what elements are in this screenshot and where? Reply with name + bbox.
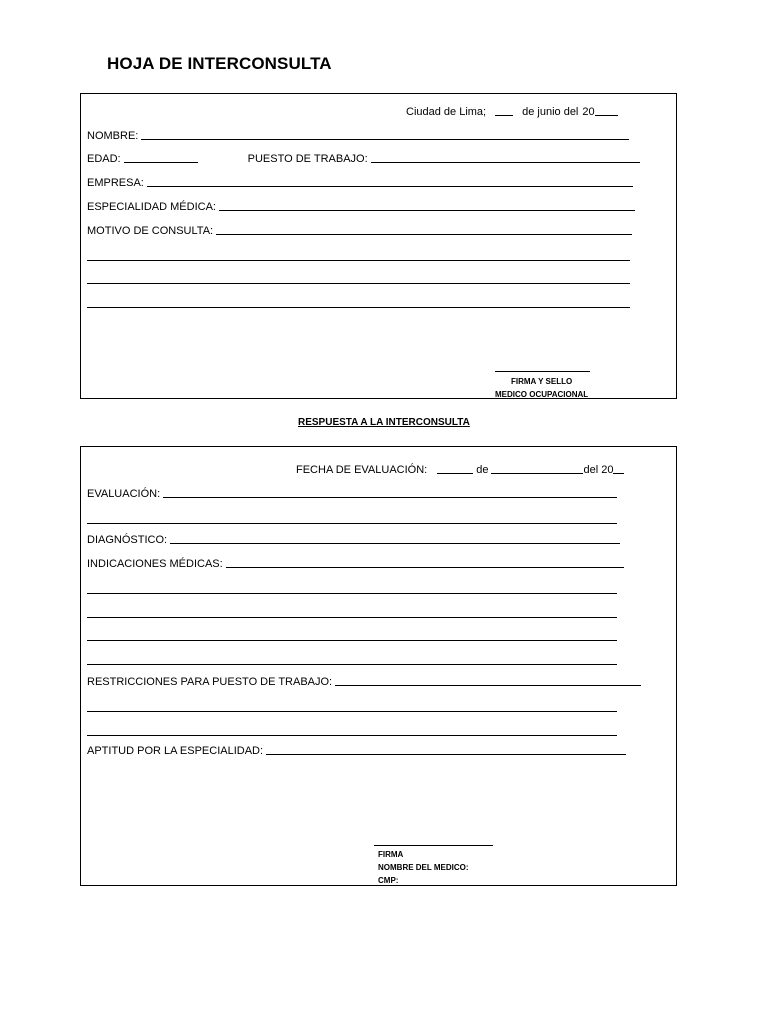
aptitud-field[interactable]: [266, 754, 626, 755]
indicaciones-line[interactable]: [87, 593, 617, 594]
fecha-label: FECHA DE EVALUACIÓN:: [296, 464, 428, 476]
signature-role: MEDICO OCUPACIONAL: [495, 390, 589, 399]
empresa-label: EMPRESA:: [87, 177, 144, 189]
signature-line[interactable]: [495, 371, 590, 372]
motivo-row: [87, 225, 632, 237]
aptitud-row: [87, 745, 626, 757]
restricciones-row: [87, 676, 641, 688]
city-date-prefix: Ciudad de Lima;: [406, 106, 487, 118]
motivo-field[interactable]: [216, 234, 632, 235]
evaluacion-line[interactable]: [87, 523, 617, 524]
fecha-year-blank[interactable]: [613, 473, 624, 474]
nombre-row: [87, 130, 629, 142]
signature-line[interactable]: [374, 845, 493, 846]
indicaciones-row: [87, 558, 624, 570]
evaluacion-label: EVALUACIÓN:: [87, 488, 161, 500]
puesto-label: PUESTO DE TRABAJO:: [247, 153, 368, 165]
indicaciones-label: INDICACIONES MÉDICAS:: [87, 558, 223, 570]
restricciones-label: RESTRICCIONES PARA PUESTO DE TRABAJO:: [87, 676, 333, 688]
empresa-field[interactable]: [147, 186, 633, 187]
indicaciones-line[interactable]: [87, 640, 617, 641]
fecha-month-blank[interactable]: [491, 473, 583, 474]
empresa-row: [87, 177, 633, 189]
fecha-evaluacion-line: [296, 464, 627, 476]
aptitud-label: APTITUD POR LA ESPECIALIDAD:: [87, 745, 264, 757]
edad-field[interactable]: [124, 162, 198, 163]
fecha-de-text: de: [476, 464, 489, 476]
fecha-del-text: del 20: [583, 464, 614, 476]
motivo-line[interactable]: [87, 307, 630, 308]
motivo-line[interactable]: [87, 260, 630, 261]
especialidad-field[interactable]: [219, 210, 635, 211]
evaluacion-row: [87, 488, 617, 500]
city-date-year: 20: [582, 106, 595, 118]
edad-puesto-row: [87, 153, 640, 165]
especialidad-row: [87, 201, 635, 213]
indicaciones-line[interactable]: [87, 664, 617, 665]
city-date-middle: de junio del: [522, 106, 579, 118]
diagnostico-row: [87, 534, 620, 546]
indicaciones-field[interactable]: [226, 567, 624, 568]
evaluacion-field[interactable]: [163, 497, 617, 498]
puesto-field[interactable]: [371, 162, 640, 163]
restricciones-field[interactable]: [335, 685, 641, 686]
especialidad-label: ESPECIALIDAD MÉDICA:: [87, 201, 216, 213]
signature-label: FIRMA Y SELLO: [511, 377, 573, 386]
interconsulta-form: [80, 93, 677, 399]
restricciones-line[interactable]: [87, 735, 617, 736]
respuesta-form: [80, 446, 677, 886]
year-blank[interactable]: [595, 115, 618, 116]
diagnostico-field[interactable]: [170, 543, 620, 544]
indicaciones-line[interactable]: [87, 617, 617, 618]
restricciones-line[interactable]: [87, 711, 617, 712]
nombre-label: NOMBRE:: [87, 130, 139, 142]
cmp-label: CMP:: [378, 876, 399, 885]
nombre-medico-label: NOMBRE DEL MEDICO:: [378, 863, 469, 872]
nombre-field[interactable]: [141, 139, 629, 140]
city-date-line: [406, 106, 621, 118]
day-blank[interactable]: [495, 115, 513, 116]
firma-label: FIRMA: [378, 850, 404, 859]
fecha-day-blank[interactable]: [437, 473, 473, 474]
edad-label: EDAD:: [87, 153, 121, 165]
response-title: RESPUESTA A LA INTERCONSULTA: [298, 417, 470, 428]
motivo-label: MOTIVO DE CONSULTA:: [87, 225, 214, 237]
motivo-line[interactable]: [87, 283, 630, 284]
document-title: HOJA DE INTERCONSULTA: [107, 54, 332, 73]
diagnostico-label: DIAGNÓSTICO:: [87, 534, 168, 546]
